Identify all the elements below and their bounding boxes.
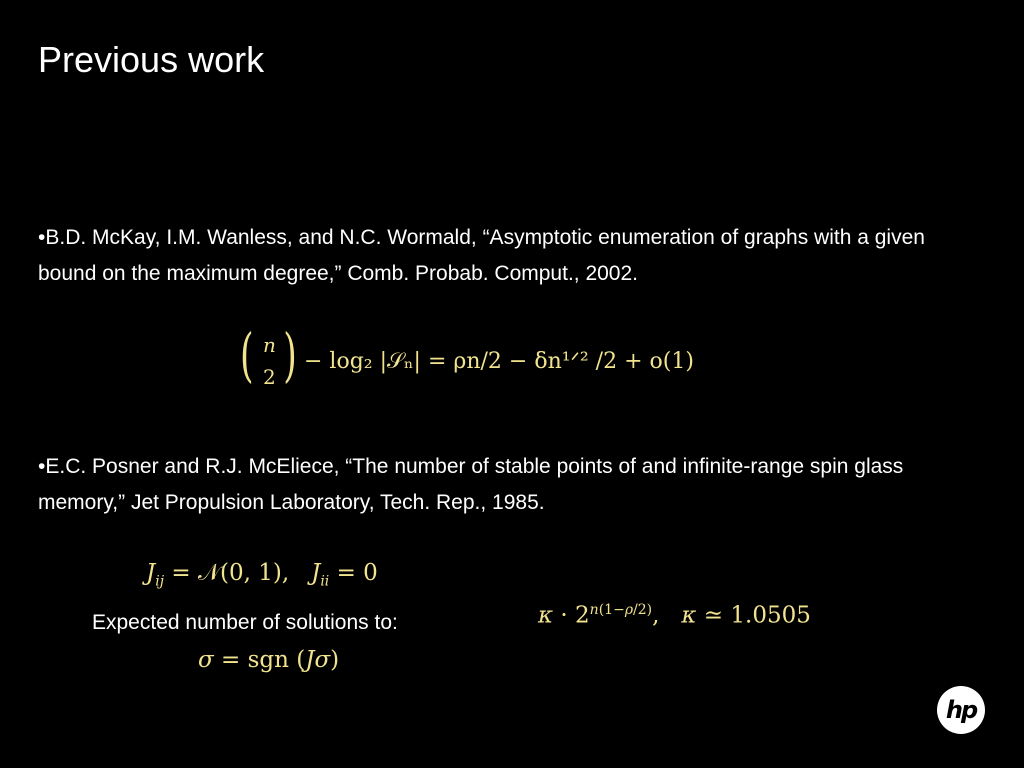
expected-solutions-label: Expected number of solutions to: xyxy=(92,611,398,634)
equation-enumeration xyxy=(240,318,760,398)
equation-enumeration-rhs: − log₂ |𝒮ₙ| = ρn/2 − δn¹ᐟ² /2 + o(1) xyxy=(304,349,694,374)
equation-expected-count: $\kappa \cdot 2^{n(1-\rho/2)}$, κ ≃ 1.0505 xyxy=(538,602,811,629)
svg-text:2: 2 xyxy=(263,365,276,389)
svg-text:): ) xyxy=(283,322,297,390)
reference-mckay: •B.D. McKay, I.M. Wanless, and N.C. Wormald, “Asymptotic enumeration of graphs with a given bound on the maximum degree,” Comb. Probab. Comput., 2002. xyxy=(38,226,925,285)
svg-text:(: ( xyxy=(240,322,254,390)
svg-text:n: n xyxy=(263,333,276,357)
reference-posner: •E.C. Posner and R.J. McEliece, “The number of stable points of and infinite-range spin glass memory,” Jet Propulsion Laboratory, Tech. Rep., 1985. xyxy=(38,455,904,514)
hp-logo: hp xyxy=(937,686,985,734)
equation-fixed-point: σ = sgn (Jσ) xyxy=(198,647,340,673)
equation-couplings: $J_{ij}$ = 𝒩(0, 1), $J_{ii} = 0$ xyxy=(146,560,378,590)
slide-title: Previous work xyxy=(38,39,265,80)
